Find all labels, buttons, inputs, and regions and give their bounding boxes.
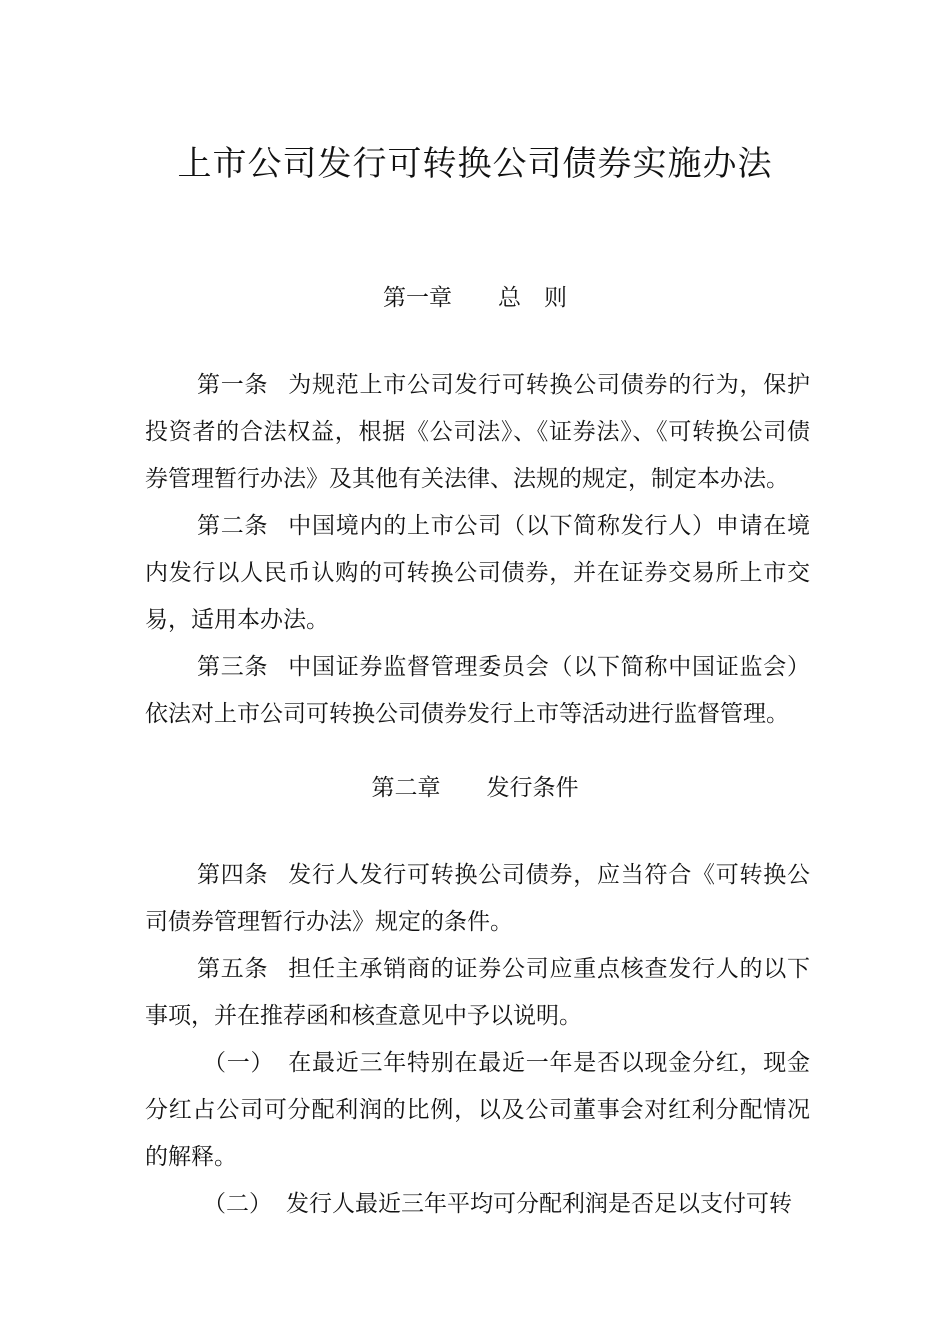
list-item-1	[145, 1040, 810, 1181]
document-title: 上市公司发行可转换公司债券实施办法	[177, 144, 773, 184]
article-text: 中国证券监督管理委员会（以下简称中国证监会）依法对上市公司可转换公司债券发行上市等活动进行监督管理。	[145, 654, 810, 727]
article-3	[145, 644, 810, 738]
chapter-1-body	[145, 362, 810, 738]
chapter-heading-1: 第一章 总 则	[383, 285, 567, 311]
article-number: 第三条	[197, 654, 269, 680]
list-item-2	[145, 1181, 810, 1228]
article-2	[145, 503, 810, 644]
item-text: 发行人最近三年平均可分配利润是否足以支付可转	[286, 1191, 792, 1217]
article-4	[145, 852, 810, 946]
article-text: 为规范上市公司发行可转换公司债券的行为，保护投资者的合法权益，根据《公司法》、《证券法》、《可转换公司债券管理暂行办法》及其他有关法律、法规的规定，制定本办法。	[145, 372, 810, 492]
chapter-2-body	[145, 852, 810, 1228]
article-1	[145, 362, 810, 503]
article-number: 第二条	[197, 513, 269, 539]
article-number: 第五条	[197, 956, 269, 982]
item-number: （二）	[203, 1191, 272, 1217]
article-text: 中国境内的上市公司（以下简称发行人）申请在境内发行以人民币认购的可转换公司债券，并在证券交易所上市交易，适用本办法。	[145, 513, 810, 633]
article-number: 第一条	[197, 372, 269, 398]
item-number: （一）	[203, 1050, 275, 1076]
chapter-heading-2: 第二章 发行条件	[371, 775, 579, 801]
item-text: 在最近三年特别在最近一年是否以现金分红，现金分红占公司可分配利润的比例，以及公司董事会对红利分配情况的解释。	[145, 1050, 810, 1170]
article-text: 发行人发行可转换公司债券，应当符合《可转换公司债券管理暂行办法》规定的条件。	[145, 862, 810, 935]
article-number: 第四条	[197, 862, 269, 888]
article-5	[145, 946, 810, 1040]
article-text: 担任主承销商的证券公司应重点核查发行人的以下事项，并在推荐函和核查意见中予以说明。	[145, 956, 810, 1029]
